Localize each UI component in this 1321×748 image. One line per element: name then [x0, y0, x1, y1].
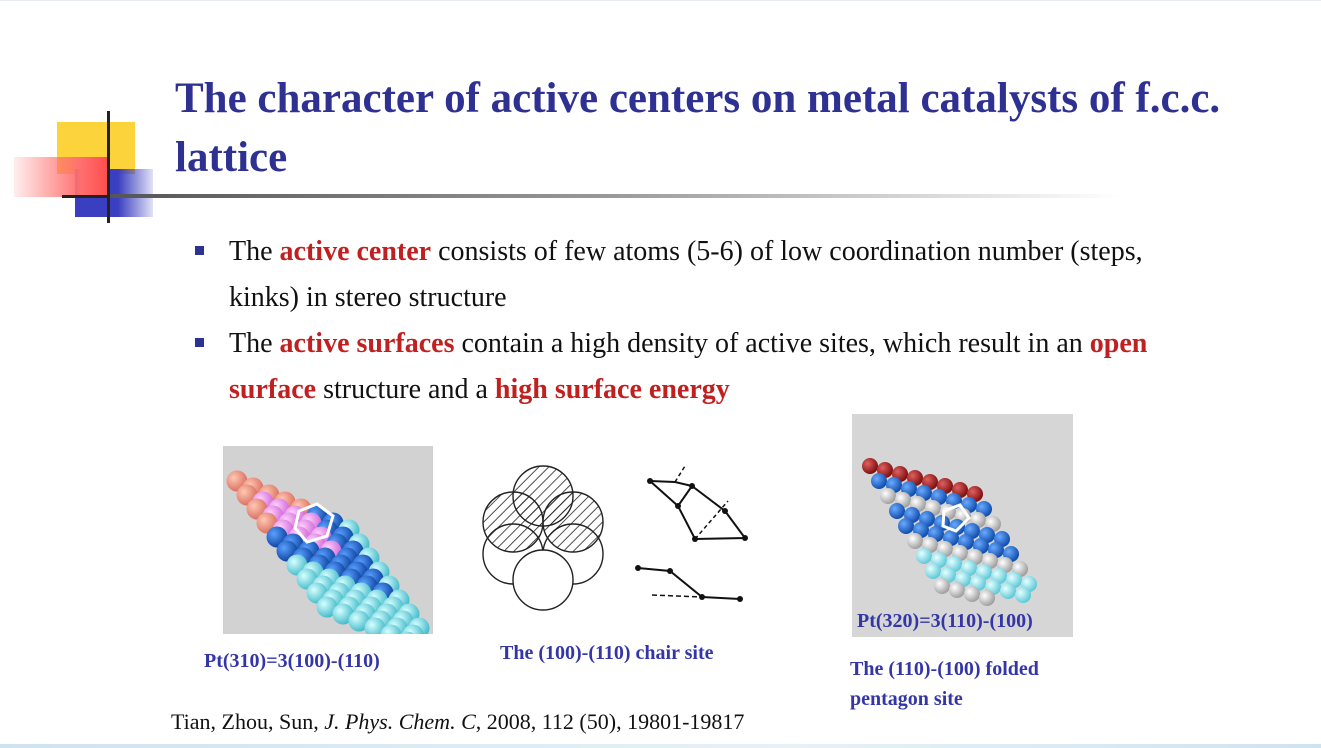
pt320-atom-model-figure: [852, 414, 1073, 637]
atom-sphere: [871, 473, 887, 489]
square-bullet-icon: [195, 338, 204, 347]
pt320-atom-model-drawing: [852, 414, 1073, 637]
slide-title: The character of active centers on metal catalysts of f.c.c. lattice: [175, 75, 1221, 181]
bullet-text-highlight: high surface energy: [494, 374, 730, 405]
atom-sphere: [862, 458, 878, 474]
citation: [171, 708, 744, 736]
caption-line: The (110)-(100) folded: [850, 658, 1039, 680]
citation-authors: Tian, Zhou, Sun,: [171, 709, 325, 734]
atom-sphere: [898, 518, 914, 534]
bullet-text-plain: The: [229, 236, 280, 267]
square-bullet-icon: [195, 246, 204, 255]
figure-caption-chair-site: The (100)-(110) chair site: [500, 642, 714, 664]
bullet-text-highlight: active center: [279, 236, 432, 267]
bullet-text-plain: consists of few atoms (5-6) of low coordination number (steps, kinks) in stereo structure: [229, 236, 1143, 313]
bullet-list: [190, 229, 1150, 413]
chair-site-drawing: [470, 456, 760, 616]
atom-sphere: [889, 503, 905, 519]
atom-sphere: [949, 582, 965, 598]
bullet-text-plain: The: [229, 328, 280, 359]
bullet-text-highlight: open surface: [229, 328, 1148, 405]
bullet-text-plain: structure and a: [316, 374, 495, 405]
pt310-atom-model-figure: [223, 446, 433, 634]
title-underline: [110, 194, 1120, 198]
atom-sphere: [880, 488, 896, 504]
atom-sphere: [964, 586, 980, 602]
bullet-text-plain: contain a high density of active sites, which result in an: [454, 328, 1090, 359]
chair-site-figure: [470, 456, 760, 616]
atom-sphere: [907, 533, 923, 549]
pt310-atom-model-drawing: [223, 446, 433, 634]
atom-sphere: [979, 590, 995, 606]
figure-caption-pt320: Pt(320)=3(110)-(100): [857, 610, 1033, 632]
logo-red-square-icon: [14, 157, 110, 197]
figure-caption-pt310: Pt(310)=3(100)-(110): [204, 650, 380, 672]
atom-sphere: [916, 548, 932, 564]
citation-details: , 2008, 112 (50), 19801-19817: [475, 709, 745, 734]
bullet-item: [190, 229, 1150, 321]
bottom-border: [0, 744, 1321, 748]
bullet-item: [190, 321, 1150, 413]
atom-sphere: [1015, 587, 1031, 603]
atom-sphere: [925, 563, 941, 579]
bullet-text-highlight: active surfaces: [279, 328, 455, 359]
citation-journal: J. Phys. Chem. C: [324, 709, 476, 734]
logo-vertical-line: [107, 111, 110, 223]
figure-caption-pentagon-site: [850, 654, 1039, 714]
atom-sphere: [934, 578, 950, 594]
caption-line: pentagon site: [850, 688, 963, 710]
atom-sphere: [1000, 583, 1016, 599]
